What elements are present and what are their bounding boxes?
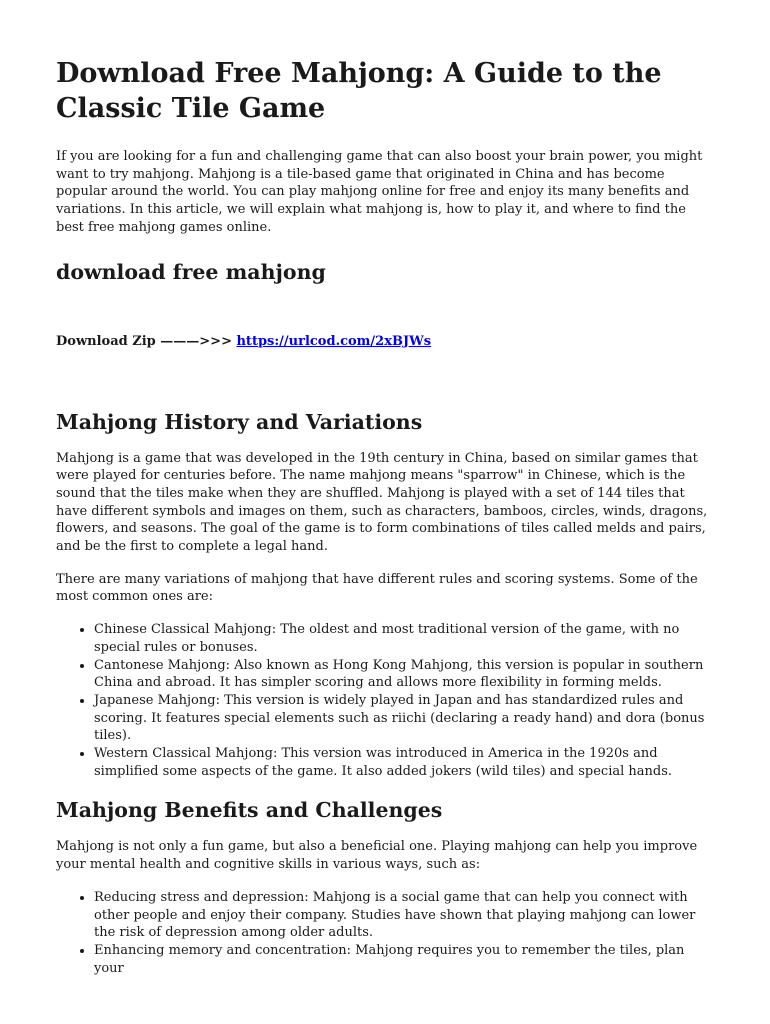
history-heading: Mahjong History and Variations xyxy=(56,409,423,434)
download-line xyxy=(56,333,716,351)
list-item: • Western Classical Mahjong: This version was introduced in America in the 1920s and simplified some aspects of the game. It also added jokers (wild tiles) and special hands. xyxy=(94,745,716,780)
history-paragraph-1: Mahjong is a game that was developed in the 19th century in China, based on similar games that were played for centuries before. The name mahjong means "sparrow" in Chinese, which is the sound that the tiles make when they are shuffled. Mahjong is played with a set of 144 tiles that have different symbols and images on them, such as characters, bamboos, circles, winds, dragons, flowers, and seasons. The goal of the game is to form combinations of tiles called melds and pairs, and be the first to complete a legal hand. xyxy=(56,450,708,555)
list-item: • Japanese Mahjong: This version is widely played in Japan and has standardized rules and scoring. It features special elements such as riichi (declaring a ready hand) and dora (bonus tiles). xyxy=(94,692,716,745)
benefits-paragraph-1: Mahjong is not only a fun game, but also a beneficial one. Playing mahjong can help you improve your mental health and cognitive skills in various ways, such as: xyxy=(56,839,698,873)
history-paragraph-2: There are many variations of mahjong that have different rules and scoring systems. Some of the most common ones are: xyxy=(56,571,698,605)
keyword-heading: download free mahjong xyxy=(56,259,326,284)
download-link[interactable]: https://urlcod.com/2xBJWs xyxy=(236,333,432,349)
benefits-heading: Mahjong Benefits and Challenges xyxy=(56,798,443,823)
variations-list xyxy=(56,621,716,780)
article-title: Download Free Mahjong: A Guide to the Classic Tile Game xyxy=(56,58,662,124)
list-item: • Chinese Classical Mahjong: The oldest and most traditional version of the game, with no special rules or bonuses. xyxy=(94,621,716,656)
download-label: Download Zip ———>>> xyxy=(56,333,237,349)
list-item: • Cantonese Mahjong: Also known as Hong Kong Mahjong, this version is popular in southern China and abroad. It has simpler scoring and allows more flexibility in forming melds. xyxy=(94,657,716,692)
document-page xyxy=(56,56,716,977)
intro-paragraph: If you are looking for a fun and challenging game that can also boost your brain power, you might want to try mahjong. Mahjong is a tile-based game that originated in China and has become popular around the world. You can play mahjong online for free and enjoy its many benefits and variations. In this article, we will explain what mahjong is, how to play it, and where to find the best free mahjong games online. xyxy=(56,149,703,235)
list-item: • Enhancing memory and concentration: Mahjong requires you to remember the tiles, plan your xyxy=(94,942,716,977)
benefits-list xyxy=(56,889,716,978)
list-item: • Reducing stress and depression: Mahjong is a social game that can help you connect with other people and enjoy their company. Studies have shown that playing mahjong can lower the risk of depression among older adults. xyxy=(94,889,716,942)
